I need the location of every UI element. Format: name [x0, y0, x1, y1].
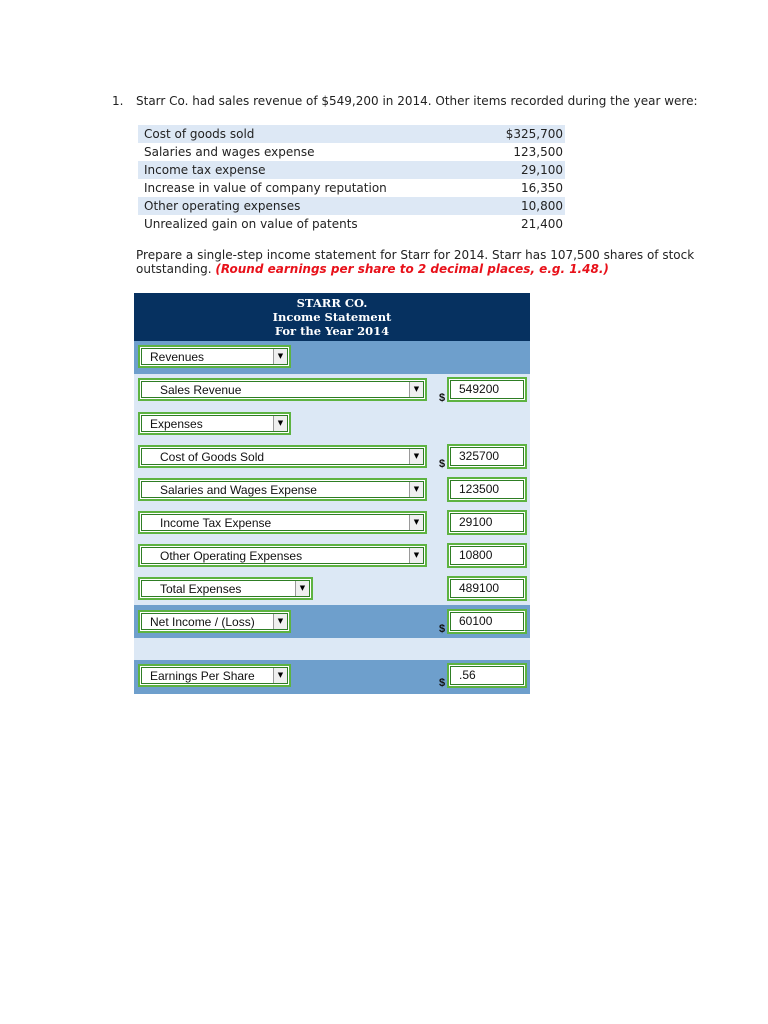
sales-revenue-select[interactable] [138, 378, 427, 401]
revenues-heading-select[interactable] [138, 345, 291, 368]
currency-symbol: $ [439, 677, 446, 689]
item-label: Increase in value of company reputation [138, 179, 477, 197]
items-table [138, 125, 565, 233]
instructions-text: Prepare a single-step income statement for Starr for 2014. Starr has 107,500 shares of stock outstanding. [136, 248, 695, 276]
company-name: STARR CO. [296, 296, 368, 310]
income-tax-select[interactable] [138, 511, 427, 534]
select-label: Earnings Per Share [150, 669, 255, 683]
total-expenses-select[interactable] [138, 577, 313, 600]
input-value: 489100 [459, 581, 500, 595]
item-amount: 16,350 [477, 179, 565, 197]
chevron-down-icon[interactable]: ▼ [273, 614, 287, 629]
table-row [138, 215, 565, 233]
select-label: Other Operating Expenses [160, 549, 303, 563]
eps-input[interactable] [447, 663, 527, 688]
item-amount: $325,700 [477, 125, 565, 143]
chevron-down-icon[interactable]: ▼ [409, 548, 423, 563]
table-row [138, 125, 565, 143]
income-tax-input[interactable] [447, 510, 527, 535]
item-amount: 10,800 [477, 197, 565, 215]
item-amount: 123,500 [477, 143, 565, 161]
cogs-input[interactable] [447, 444, 527, 469]
chevron-down-icon[interactable]: ▼ [409, 515, 423, 530]
select-label: Sales Revenue [160, 383, 242, 397]
chevron-down-icon[interactable]: ▼ [273, 349, 287, 364]
salaries-select[interactable] [138, 478, 427, 501]
rounding-note: (Round earnings per share to 2 decimal places, e.g. 1.48.) [215, 262, 609, 276]
table-row [138, 197, 565, 215]
chevron-down-icon[interactable]: ▼ [273, 416, 287, 431]
item-amount: 29,100 [477, 161, 565, 179]
statement-header [134, 293, 530, 341]
item-label: Other operating expenses [138, 197, 477, 215]
chevron-down-icon[interactable]: ▼ [409, 482, 423, 497]
income-statement [134, 293, 530, 694]
salaries-input[interactable] [447, 477, 527, 502]
select-label: Net Income / (Loss) [150, 615, 255, 629]
statement-title: Income Statement [272, 310, 392, 324]
other-operating-input[interactable] [447, 543, 527, 568]
total-expenses-input[interactable] [447, 576, 527, 601]
chevron-down-icon[interactable]: ▼ [273, 668, 287, 683]
currency-symbol: $ [439, 623, 446, 635]
spacer-band [134, 638, 530, 660]
question-text: Starr Co. had sales revenue of $549,200 in 2014. Other items recorded during the year were: [136, 94, 698, 108]
chevron-down-icon[interactable]: ▼ [295, 581, 309, 596]
item-label: Income tax expense [138, 161, 477, 179]
input-value: .56 [459, 668, 476, 682]
input-value: 10800 [459, 548, 493, 562]
select-label: Revenues [150, 350, 205, 364]
select-label: Expenses [150, 417, 203, 431]
item-label: Unrealized gain on value of patents [138, 215, 477, 233]
expenses-heading-select[interactable] [138, 412, 291, 435]
input-value: 549200 [459, 382, 500, 396]
input-value: 29100 [459, 515, 493, 529]
select-label: Cost of Goods Sold [160, 450, 265, 464]
statement-period: For the Year 2014 [274, 324, 390, 338]
item-label: Cost of goods sold [138, 125, 477, 143]
select-label: Income Tax Expense [160, 516, 272, 530]
input-value: 325700 [459, 449, 500, 463]
currency-symbol: $ [439, 392, 446, 404]
select-label: Salaries and Wages Expense [160, 483, 317, 497]
item-amount: 21,400 [477, 215, 565, 233]
item-label: Salaries and wages expense [138, 143, 477, 161]
select-label: Total Expenses [160, 582, 242, 596]
chevron-down-icon[interactable]: ▼ [409, 382, 423, 397]
input-value: 60100 [459, 614, 493, 628]
eps-select[interactable] [138, 664, 291, 687]
cogs-select[interactable] [138, 445, 427, 468]
net-income-select[interactable] [138, 610, 291, 633]
table-row [138, 143, 565, 161]
net-income-input[interactable] [447, 609, 527, 634]
question-number: 1. [112, 94, 124, 108]
chevron-down-icon[interactable]: ▼ [409, 449, 423, 464]
table-row [138, 179, 565, 197]
other-operating-select[interactable] [138, 544, 427, 567]
input-value: 123500 [459, 482, 500, 496]
table-row [138, 161, 565, 179]
sales-revenue-input[interactable] [447, 377, 527, 402]
currency-symbol: $ [439, 458, 446, 470]
instructions [136, 248, 696, 276]
